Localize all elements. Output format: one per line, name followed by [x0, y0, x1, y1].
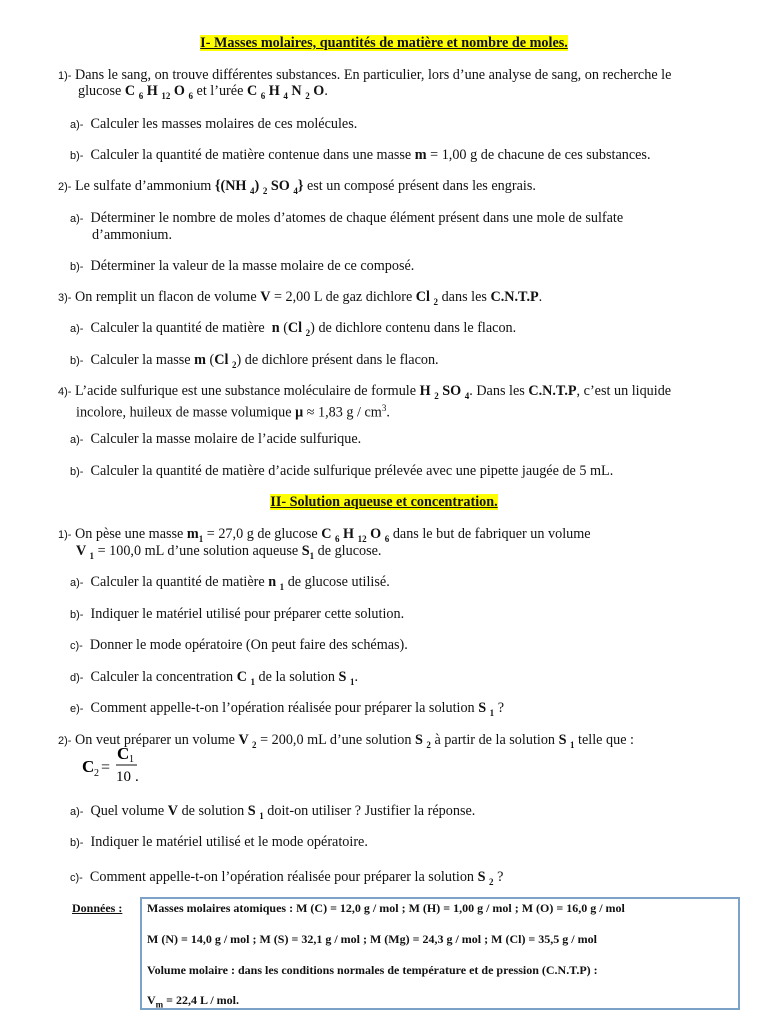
part2-question-2: 2)- On veut préparer un volume V $_2$ = 200,0 mL d’une solution S $_2$ à partir de la solution S $_1$ telle que : [58, 732, 634, 750]
svg-text:2: 2 [94, 768, 99, 779]
part2-question-1d: d)- Calculer la concentration C $_1$ de la solution S $_1$. [70, 669, 359, 687]
donnees-line-4: $V_m = 22,4$ L / mol. [147, 993, 240, 1010]
donnees-line-2: M (N) = 14,0 g / mol ; M (S) = 32,1 g / mol ; M (Mg) = 24,3 g / mol ; M (Cl) = 35,5 g / mol [147, 932, 597, 946]
question-3b: b)- Calculer la masse m (Cl $_2$) de dichlore présent dans le flacon. [70, 352, 439, 370]
question-3a: a)- Calculer la quantité de matière n (Cl $_2$) de dichlore contenu dans le flacon. [70, 320, 517, 338]
part2-question-1a: a)- Calculer la quantité de matière n $_1$ de glucose utilisé. [70, 574, 390, 592]
svg-text:=: = [101, 759, 111, 776]
section-1-title: I- Masses molaires, quantités de matière et nombre de moles. [200, 35, 568, 51]
question-4-line2: incolore, huileux de masse volumique μ ≈ 1,83 g / $cm^3$. [76, 403, 390, 421]
donnees-line-1: Masses molaires atomiques : M (C) = 12,0 g / mol ; M (H) = 1,00 g / mol ; M (O) = 16,0 g / mol [147, 901, 625, 915]
question-2a: a)- Déterminer le nombre de moles d’atomes de chaque élément présent dans une mole de sulfate [70, 210, 624, 226]
part2-question-1e: e)- Comment appelle-t-on l’opération réalisée pour préparer la solution S $_1$ ? [70, 700, 504, 718]
svg-text:10: 10 [116, 769, 131, 785]
question-2a-line2: d’ammonium. [92, 227, 172, 243]
part2-question-2c: c)- Comment appelle-t-on l’opération réalisée pour préparer la solution S $_2$ ? [70, 869, 504, 887]
question-4b: b)- Calculer la quantité de matière d’acide sulfurique prélevée avec une pipette jaugée de 5 mL. [70, 463, 614, 479]
formula-c2 [82, 745, 142, 785]
donnees-box [140, 897, 740, 1010]
part2-question-1-line2: V $_1$ = 100,0 mL d’une solution aqueuse $S_1$ de glucose. [76, 543, 382, 561]
question-1a: a)- Calculer les masses molaires de ces molécules. [70, 116, 358, 132]
question-3: 3)- On remplit un flacon de volume V = 2,00 L de gaz dichlore Cl $_2$ dans les C.N.T.P. [58, 289, 543, 307]
part2-question-1c: c)- Donner le mode opératoire (On peut faire des schémas). [70, 637, 408, 653]
svg-text:C: C [82, 757, 95, 776]
question-4a: a)- Calculer la masse molaire de l’acide sulfurique. [70, 431, 362, 447]
svg-text:C: C [117, 745, 130, 763]
svg-text:1: 1 [129, 754, 134, 765]
section-2-title: II- Solution aqueuse et concentration. [270, 494, 498, 510]
question-1-line2: glucose C $_6$ H $_{12}$ O $_6$ et l’urée C $_6$ H $_4$ N $_2$ O. [78, 83, 328, 101]
question-1b: b)- Calculer la quantité de matière contenue dans une masse m = 1,00 g de chacune de ces substances. [70, 147, 651, 163]
question-2b: b)- Déterminer la valeur de la masse molaire de ce composé. [70, 258, 415, 274]
part2-question-1b: b)- Indiquer le matériel utilisé pour préparer cette solution. [70, 606, 405, 622]
question-2: 2)- Le sulfate d’ammonium {(NH $_4$) $_2$ SO $_4$} est un composé présent dans les engrais. [58, 178, 536, 196]
part2-question-2b: b)- Indiquer le matériel utilisé et le mode opératoire. [70, 834, 368, 850]
part2-question-1: 1)- On pèse une masse $m_1 = 27,0$ g de glucose C $_6$ H $_{12}$ O $_6$ dans le but de fabriquer un volume [58, 526, 591, 544]
svg-text:.: . [135, 769, 139, 785]
donnees-line-3: Volume molaire : dans les conditions normales de température et de pression (C.N.T.P) : [147, 963, 598, 977]
question-1: 1)- Dans le sang, on trouve différentes substances. En particulier, lors d’une analyse de sang, on recherche le [58, 67, 672, 83]
part2-question-2a: a)- Quel volume V de solution S $_1$ doit-on utiliser ? Justifier la réponse. [70, 803, 476, 821]
question-4: 4)- L’acide sulfurique est une substance moléculaire de formule H $_2$ SO $_4$. Dans les C.N.T.P, c’est un liquide [58, 383, 672, 401]
donnees-label: Données : [72, 901, 123, 915]
